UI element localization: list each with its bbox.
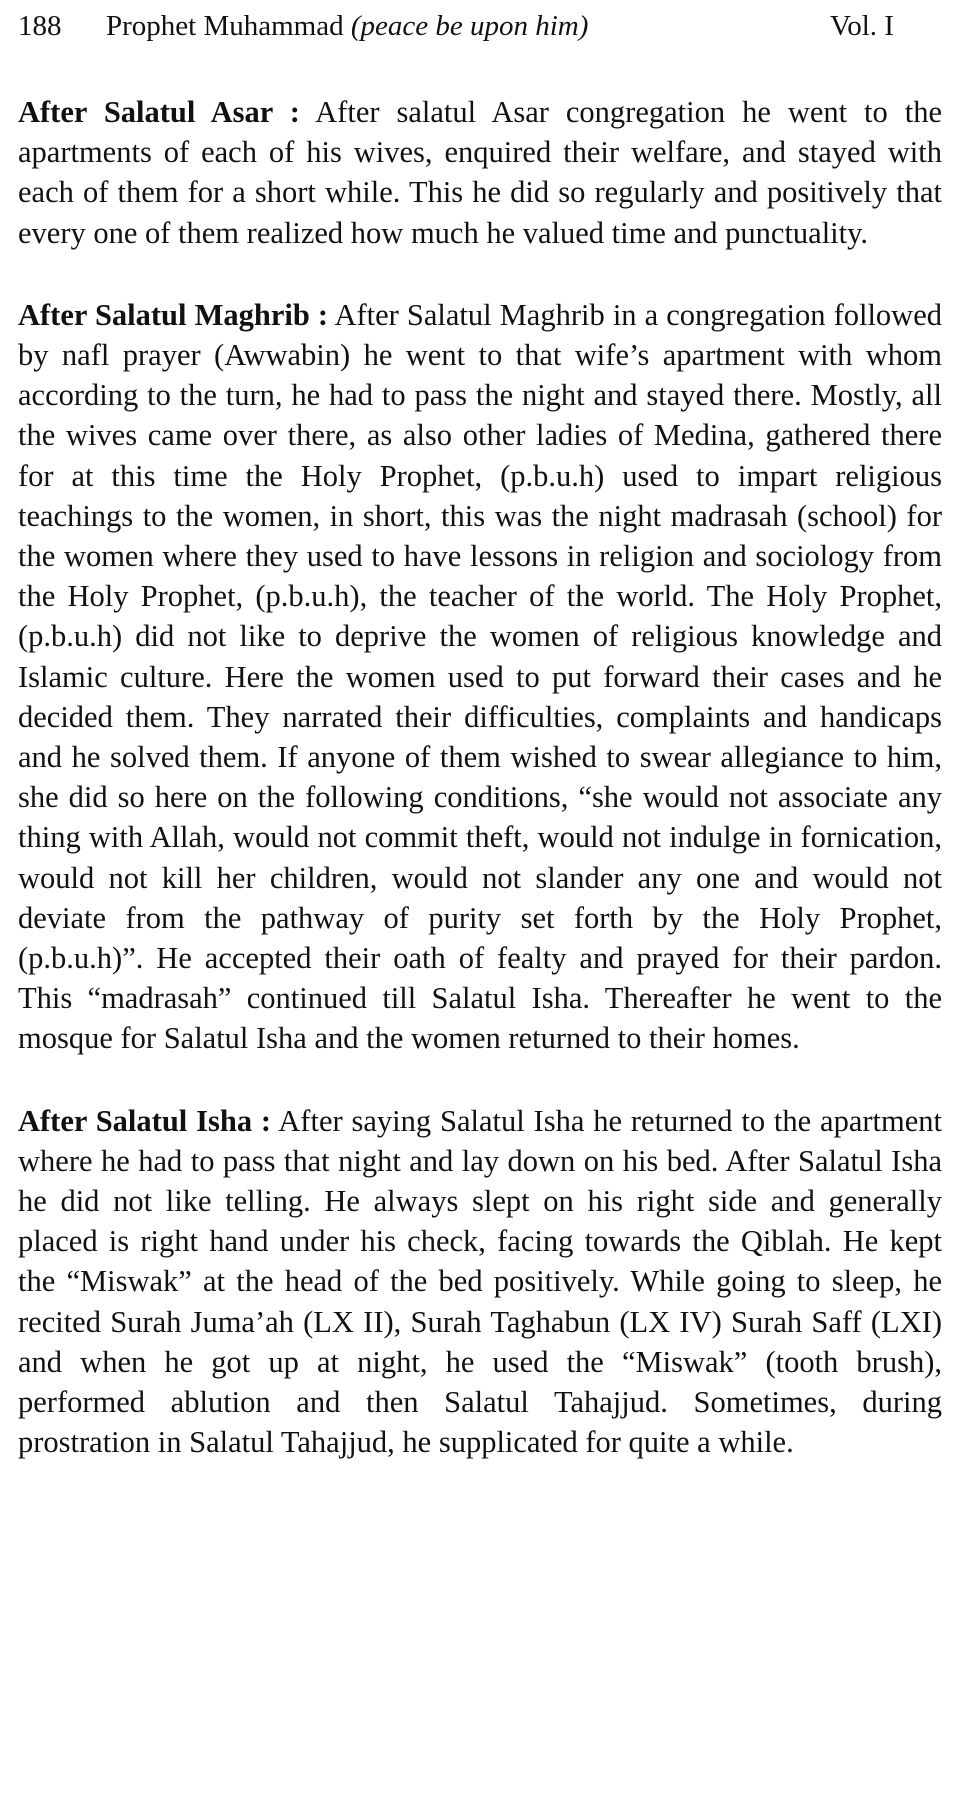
paragraph-text: After saying Salatul Isha he returned to the apartment where he had to pass that night and lay down on his bed. After Salatul Isha he did not like telling. He always slept on his right side and generally placed is right hand under his check, facing towards the Qiblah. He kept the “Miswak” at the head of the bed positively. While going to sleep, he recited Surah Juma’ah (LX II), Surah Taghabun (LX IV) Surah Saff (LXI) and when he got up at night, he used the “Miswak” (tooth brush), performed ablution and then Salatul Tahajjud. Sometimes, during prostration in Salatul Tahajjud, he supplicated for quite a while.: [18, 1103, 942, 1460]
paragraph-heading: After Salatul Maghrib :: [18, 297, 329, 332]
volume-label: Vol. I: [830, 10, 894, 42]
book-title-main: Prophet Muhammad: [106, 10, 344, 42]
book-page: [18, 6, 942, 1505]
paragraph-heading: After Salatul Isha :: [18, 1103, 272, 1138]
paragraph-text: After salatul Asar congregation he went to the apartments of each of his wives, enquired their welfare, and stayed with each of them for a short while. This he did so regularly and positively that every one of them realized how much he valued time and punctuality.: [18, 95, 942, 250]
paragraph-after-asar: [18, 92, 942, 253]
running-header: [18, 6, 942, 46]
paragraph-text: After Salatul Maghrib in a congregation followed by nafl prayer (Awwabin) he went to that wife’s apartment with whom according to the turn, he had to pass the night and stayed there. Mostly, all the wives came over there, as also other ladies of Medina, gathered there for at this time the Holy Prophet, (p.b.u.h) used to impart religious teachings to the women, in short, this was the night madrasah (school) for the women where they used to have lessons in religion and sociology from the Holy Prophet, (p.b.u.h), the teacher of the world. The Holy Prophet, (p.b.u.h) did not like to deprive the women of religious knowledge and Islamic culture. Here the women used to put forward their cases and he decided them. They narrated their difficulties, complaints and handicaps and he solved them. If anyone of them wished to swear allegiance to him, she did so here on the following conditions, “she would not associate any thing with Allah, would not commit theft, would not indulge in fornication, would not kill her children, would not slander any one and would not deviate from the pathway of purity set forth by the Holy Prophet, (p.b.u.h)”. He accepted their oath of fealty and prayed for their pardon. This “madrasah” continued till Salatul Isha. Thereafter he went to the mosque for Salatul Isha and the women returned to their homes.: [18, 297, 942, 1056]
page-number: 188: [18, 10, 62, 42]
book-title: [106, 6, 830, 46]
paragraph-after-isha: [18, 1101, 942, 1463]
paragraph-after-maghrib: [18, 295, 942, 1059]
book-title-italic: (peace be upon him): [350, 10, 589, 42]
paragraph-heading: After Salatul Asar :: [18, 95, 300, 129]
